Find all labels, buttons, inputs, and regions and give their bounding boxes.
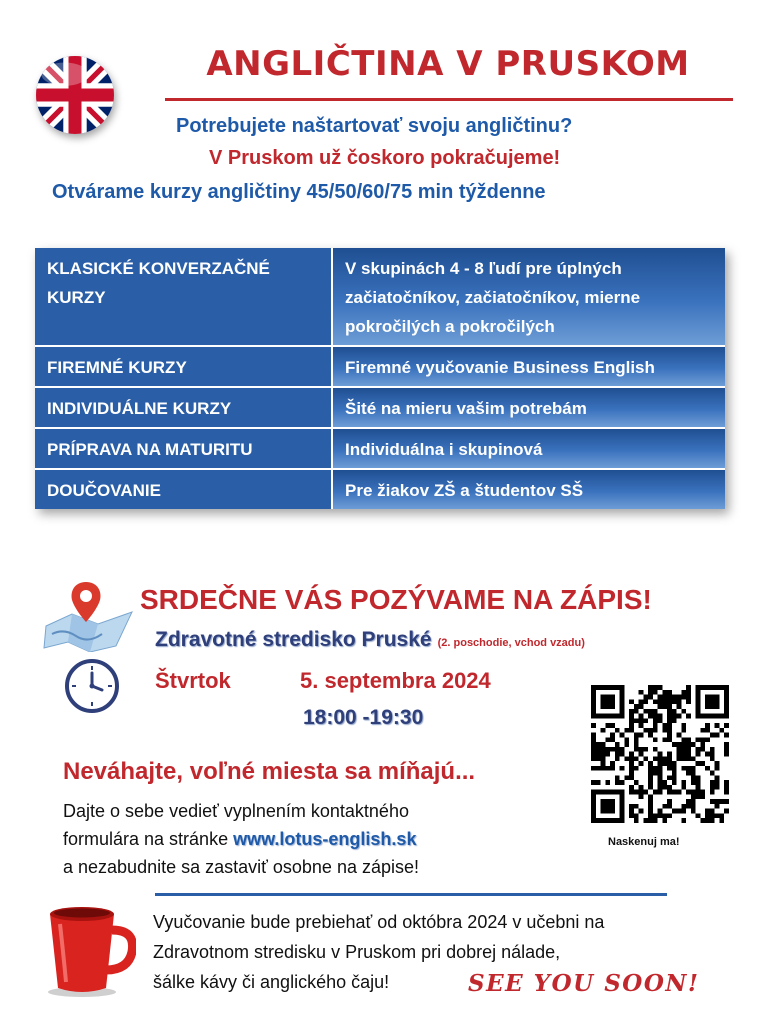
cup-icon — [44, 900, 136, 998]
qr-code[interactable] — [591, 685, 729, 823]
contact-text — [63, 797, 419, 881]
uk-flag-icon — [36, 56, 114, 134]
subtitle-continue: V Pruskom už čoskoro pokračujeme! — [209, 147, 561, 169]
title-underline — [165, 98, 733, 101]
page-title: ANGLIČTINA V PRUSKOM — [206, 44, 690, 84]
enrollment-place — [155, 628, 585, 652]
website-link[interactable]: www.lotus-english.sk — [233, 829, 417, 849]
courses-table — [35, 248, 725, 509]
course-name: KLASICKÉ KONVERZAČNÉ KURZY — [35, 248, 332, 346]
invite-heading: SRDEČNE VÁS POZÝVAME NA ZÁPIS! — [140, 584, 652, 615]
course-desc: V skupinách 4 - 8 ľudí pre úplných začiatočníkov, začiatočníkov, mierne pokročilých a pokročilých — [332, 248, 725, 346]
enrollment-time: 18:00 -19:30 — [303, 706, 424, 729]
footer-line: Zdravotnom stredisku v Pruskom pri dobrej nálade, — [153, 942, 561, 962]
clock-icon — [64, 658, 120, 714]
course-name: INDIVIDUÁLNE KURZY — [35, 387, 332, 428]
footer-line: Vyučovanie bude prebiehať od októbra 2024 v učebni na — [153, 912, 605, 932]
contact-line-prefix: formulára na stránke — [63, 829, 229, 849]
course-desc: Šité na mieru vašim potrebám — [332, 387, 725, 428]
contact-line: a nezabudnite sa zastaviť osobne na zápise! — [63, 857, 419, 877]
enrollment-date: 5. septembra 2024 — [300, 668, 491, 693]
map-pin-icon — [42, 578, 136, 652]
table-row — [35, 469, 725, 509]
contact-line — [63, 825, 419, 853]
course-desc: Individuálna i skupinová — [332, 428, 725, 469]
subtitle-courses: Otvárame kurzy angličtiny 45/50/60/75 min týždenne — [52, 181, 546, 203]
urgent-heading: Neváhajte, voľné miesta sa míňajú... — [63, 758, 476, 785]
course-name: DOUČOVANIE — [35, 469, 332, 509]
table-row — [35, 248, 725, 346]
place-note: (2. poschodie, vchod vzadu) — [437, 637, 585, 649]
contact-line: Dajte o sebe vedieť vyplnením kontaktného — [63, 801, 409, 821]
footer-line: šálke kávy či anglického čaju! — [153, 972, 390, 992]
place-name: Zdravotné stredisko Pruské — [155, 628, 432, 651]
signoff: SEE YOU SOON! — [468, 970, 700, 997]
table-row — [35, 387, 725, 428]
divider — [155, 893, 667, 896]
enrollment-day: Štvrtok — [155, 668, 231, 693]
subtitle-question: Potrebujete naštartovať svoju angličtinu? — [176, 115, 573, 137]
course-desc: Firemné vyučovanie Business English — [332, 346, 725, 387]
course-desc: Pre žiakov ZŠ a študentov SŠ — [332, 469, 725, 509]
qr-label: Naskenuj ma! — [608, 836, 680, 848]
table-row — [35, 428, 725, 469]
course-name: PRÍPRAVA NA MATURITU — [35, 428, 332, 469]
course-name: FIREMNÉ KURZY — [35, 346, 332, 387]
table-row — [35, 346, 725, 387]
